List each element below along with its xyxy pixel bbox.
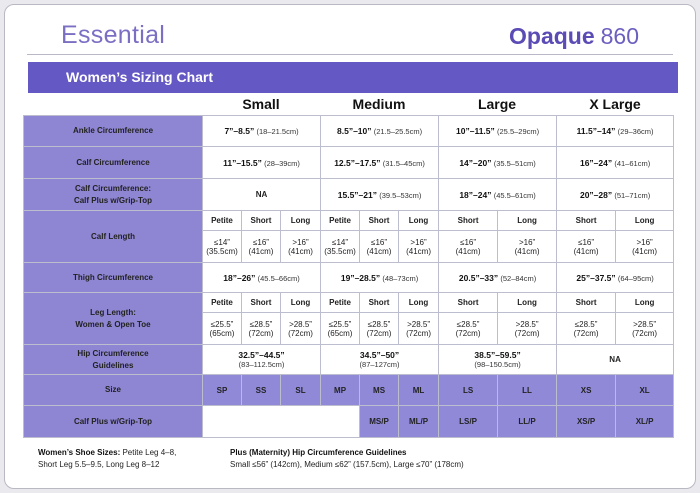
size-code: LS [439, 375, 498, 406]
table-row-calf [24, 147, 674, 179]
empty-cell [203, 406, 360, 438]
row-header-calf: Calf Circumference [24, 147, 203, 179]
hip-large: 38.5”–59.5” (98–150.5cm) [439, 345, 557, 375]
product-title [509, 23, 639, 50]
leg-length-value: ≤25.5” (65cm) [321, 313, 360, 345]
calf-length-value: ≤16” (41cm) [557, 231, 616, 263]
calf-length-sub-header: Petite [203, 211, 242, 231]
calf-plus-code: MS/P [360, 406, 399, 438]
size-code: MP [321, 375, 360, 406]
size-code: XS [557, 375, 616, 406]
header-divider [27, 54, 673, 55]
table-row-leg-length-headers [24, 293, 674, 313]
calf-large: 14”–20” (35.5–51cm) [439, 147, 557, 179]
leg-length-value: ≤28.5” (72cm) [557, 313, 616, 345]
calf-length-sub-header: Long [399, 211, 439, 231]
hip-xlarge: NA [557, 345, 674, 375]
size-code: SL [281, 375, 321, 406]
size-code: MS [360, 375, 399, 406]
calf-plus-code: XL/P [616, 406, 674, 438]
size-code: SS [242, 375, 281, 406]
hip-medium: 34.5”–50” (87–127cm) [321, 345, 439, 375]
size-code: ML [399, 375, 439, 406]
calf-length-sub-header: Short [242, 211, 281, 231]
size-code: XL [616, 375, 674, 406]
calf-plus-large: 18”–24” (45.5–61cm) [439, 179, 557, 211]
calf-length-value: ≤16” (41cm) [242, 231, 281, 263]
size-header-small: Small [242, 96, 280, 112]
row-header-size: Size [24, 375, 203, 406]
calf-length-value: >16” (41cm) [616, 231, 674, 263]
table-row-hip [24, 345, 674, 375]
leg-length-value: >28.5” (72cm) [281, 313, 321, 345]
row-header-calf-plus-codes: Calf Plus w/Grip-Top [24, 406, 203, 438]
row-header-hip: Hip Circumference Guidelines [24, 345, 203, 375]
thigh-large: 20.5”–33” (52–84cm) [439, 263, 557, 293]
row-header-thigh: Thigh Circumference [24, 263, 203, 293]
chart-title-banner: Women’s Sizing Chart [28, 62, 678, 93]
row-header-calf-plus: Calf Circumference: Calf Plus w/Grip-Top [24, 179, 203, 211]
calf-plus-small: NA [203, 179, 321, 211]
calf-length-sub-header: Short [439, 211, 498, 231]
size-code: LL [498, 375, 557, 406]
calf-length-value: ≤16” (41cm) [439, 231, 498, 263]
table-row-size [24, 375, 674, 406]
leg-length-sub-header: Long [498, 293, 557, 313]
product-number: 860 [600, 23, 639, 49]
leg-length-value: >28.5” (72cm) [616, 313, 674, 345]
thigh-xlarge: 25”–37.5” (64–95cm) [557, 263, 674, 293]
calf-medium: 12.5”–17.5” (31.5–45cm) [321, 147, 439, 179]
calf-length-sub-header: Long [616, 211, 674, 231]
calf-plus-xlarge: 20”–28” (51–71cm) [557, 179, 674, 211]
table-row-thigh [24, 263, 674, 293]
calf-plus-code: LL/P [498, 406, 557, 438]
calf-plus-code: LS/P [439, 406, 498, 438]
leg-length-sub-header: Petite [203, 293, 242, 313]
leg-length-sub-header: Long [399, 293, 439, 313]
leg-length-sub-header: Short [242, 293, 281, 313]
leg-length-value: ≤28.5” (72cm) [242, 313, 281, 345]
ankle-large: 10”–11.5” (25.5–29cm) [439, 116, 557, 147]
leg-length-value: >28.5” (72cm) [399, 313, 439, 345]
leg-length-sub-header: Petite [321, 293, 360, 313]
leg-length-sub-header: Short [557, 293, 616, 313]
calf-xlarge: 16”–24” (41–61cm) [557, 147, 674, 179]
size-header-xlarge: X Large [589, 96, 641, 112]
table-row-ankle [24, 116, 674, 147]
row-header-leg-length: Leg Length: Women & Open Toe [24, 293, 203, 345]
calf-length-value: >16” (41cm) [399, 231, 439, 263]
calf-length-value: ≤14” (35.5cm) [203, 231, 242, 263]
brand-title: Essential [61, 21, 166, 49]
table-row-calf-plus-codes [24, 406, 674, 438]
leg-length-value: ≤28.5” (72cm) [439, 313, 498, 345]
size-header-large: Large [477, 96, 517, 112]
calf-plus-medium: 15.5”–21” (39.5–53cm) [321, 179, 439, 211]
calf-length-sub-header: Petite [321, 211, 360, 231]
calf-plus-code: ML/P [399, 406, 439, 438]
calf-length-value: ≤14” (35.5cm) [321, 231, 360, 263]
leg-length-sub-header: Long [281, 293, 321, 313]
ankle-medium: 8.5”–10” (21.5–25.5cm) [321, 116, 439, 147]
size-header-medium: Medium [352, 96, 406, 112]
leg-length-sub-header: Short [439, 293, 498, 313]
table-row-calf-plus [24, 179, 674, 211]
thigh-medium: 19”–28.5” (48–73cm) [321, 263, 439, 293]
calf-small: 11”–15.5” (28–39cm) [203, 147, 321, 179]
row-header-calf-length: Calf Length [24, 211, 203, 263]
calf-length-value: >16” (41cm) [498, 231, 557, 263]
calf-length-sub-header: Long [498, 211, 557, 231]
calf-length-sub-header: Long [281, 211, 321, 231]
ankle-xlarge: 11.5”–14” (29–36cm) [557, 116, 674, 147]
sizing-table [23, 115, 674, 438]
calf-length-sub-header: Short [557, 211, 616, 231]
calf-length-sub-header: Short [360, 211, 399, 231]
leg-length-value: ≤25.5” (65cm) [203, 313, 242, 345]
product-name: Opaque [509, 23, 595, 49]
table-row-calf-length-headers [24, 211, 674, 231]
shoe-size-note: Women’s Shoe Sizes: Petite Leg 4–8, Short Leg 5.5–9.5, Long Leg 8–12 [38, 448, 177, 469]
ankle-small: 7”–8.5” (18–21.5cm) [203, 116, 321, 147]
leg-length-sub-header: Long [616, 293, 674, 313]
calf-length-value: ≤16” (41cm) [360, 231, 399, 263]
hip-small: 32.5”–44.5” (83–112.5cm) [203, 345, 321, 375]
plus-hip-note: Plus (Maternity) Hip Circumference Guidelines Small ≤56” (142cm), Medium ≤62” (157.5cm), Large ≤70” (178cm) [230, 448, 464, 469]
size-code: SP [203, 375, 242, 406]
row-header-ankle: Ankle Circumference [24, 116, 203, 147]
leg-length-value: ≤28.5” (72cm) [360, 313, 399, 345]
leg-length-value: >28.5” (72cm) [498, 313, 557, 345]
thigh-small: 18”–26” (45.5–66cm) [203, 263, 321, 293]
calf-length-value: >16” (41cm) [281, 231, 321, 263]
leg-length-sub-header: Short [360, 293, 399, 313]
calf-plus-code: XS/P [557, 406, 616, 438]
